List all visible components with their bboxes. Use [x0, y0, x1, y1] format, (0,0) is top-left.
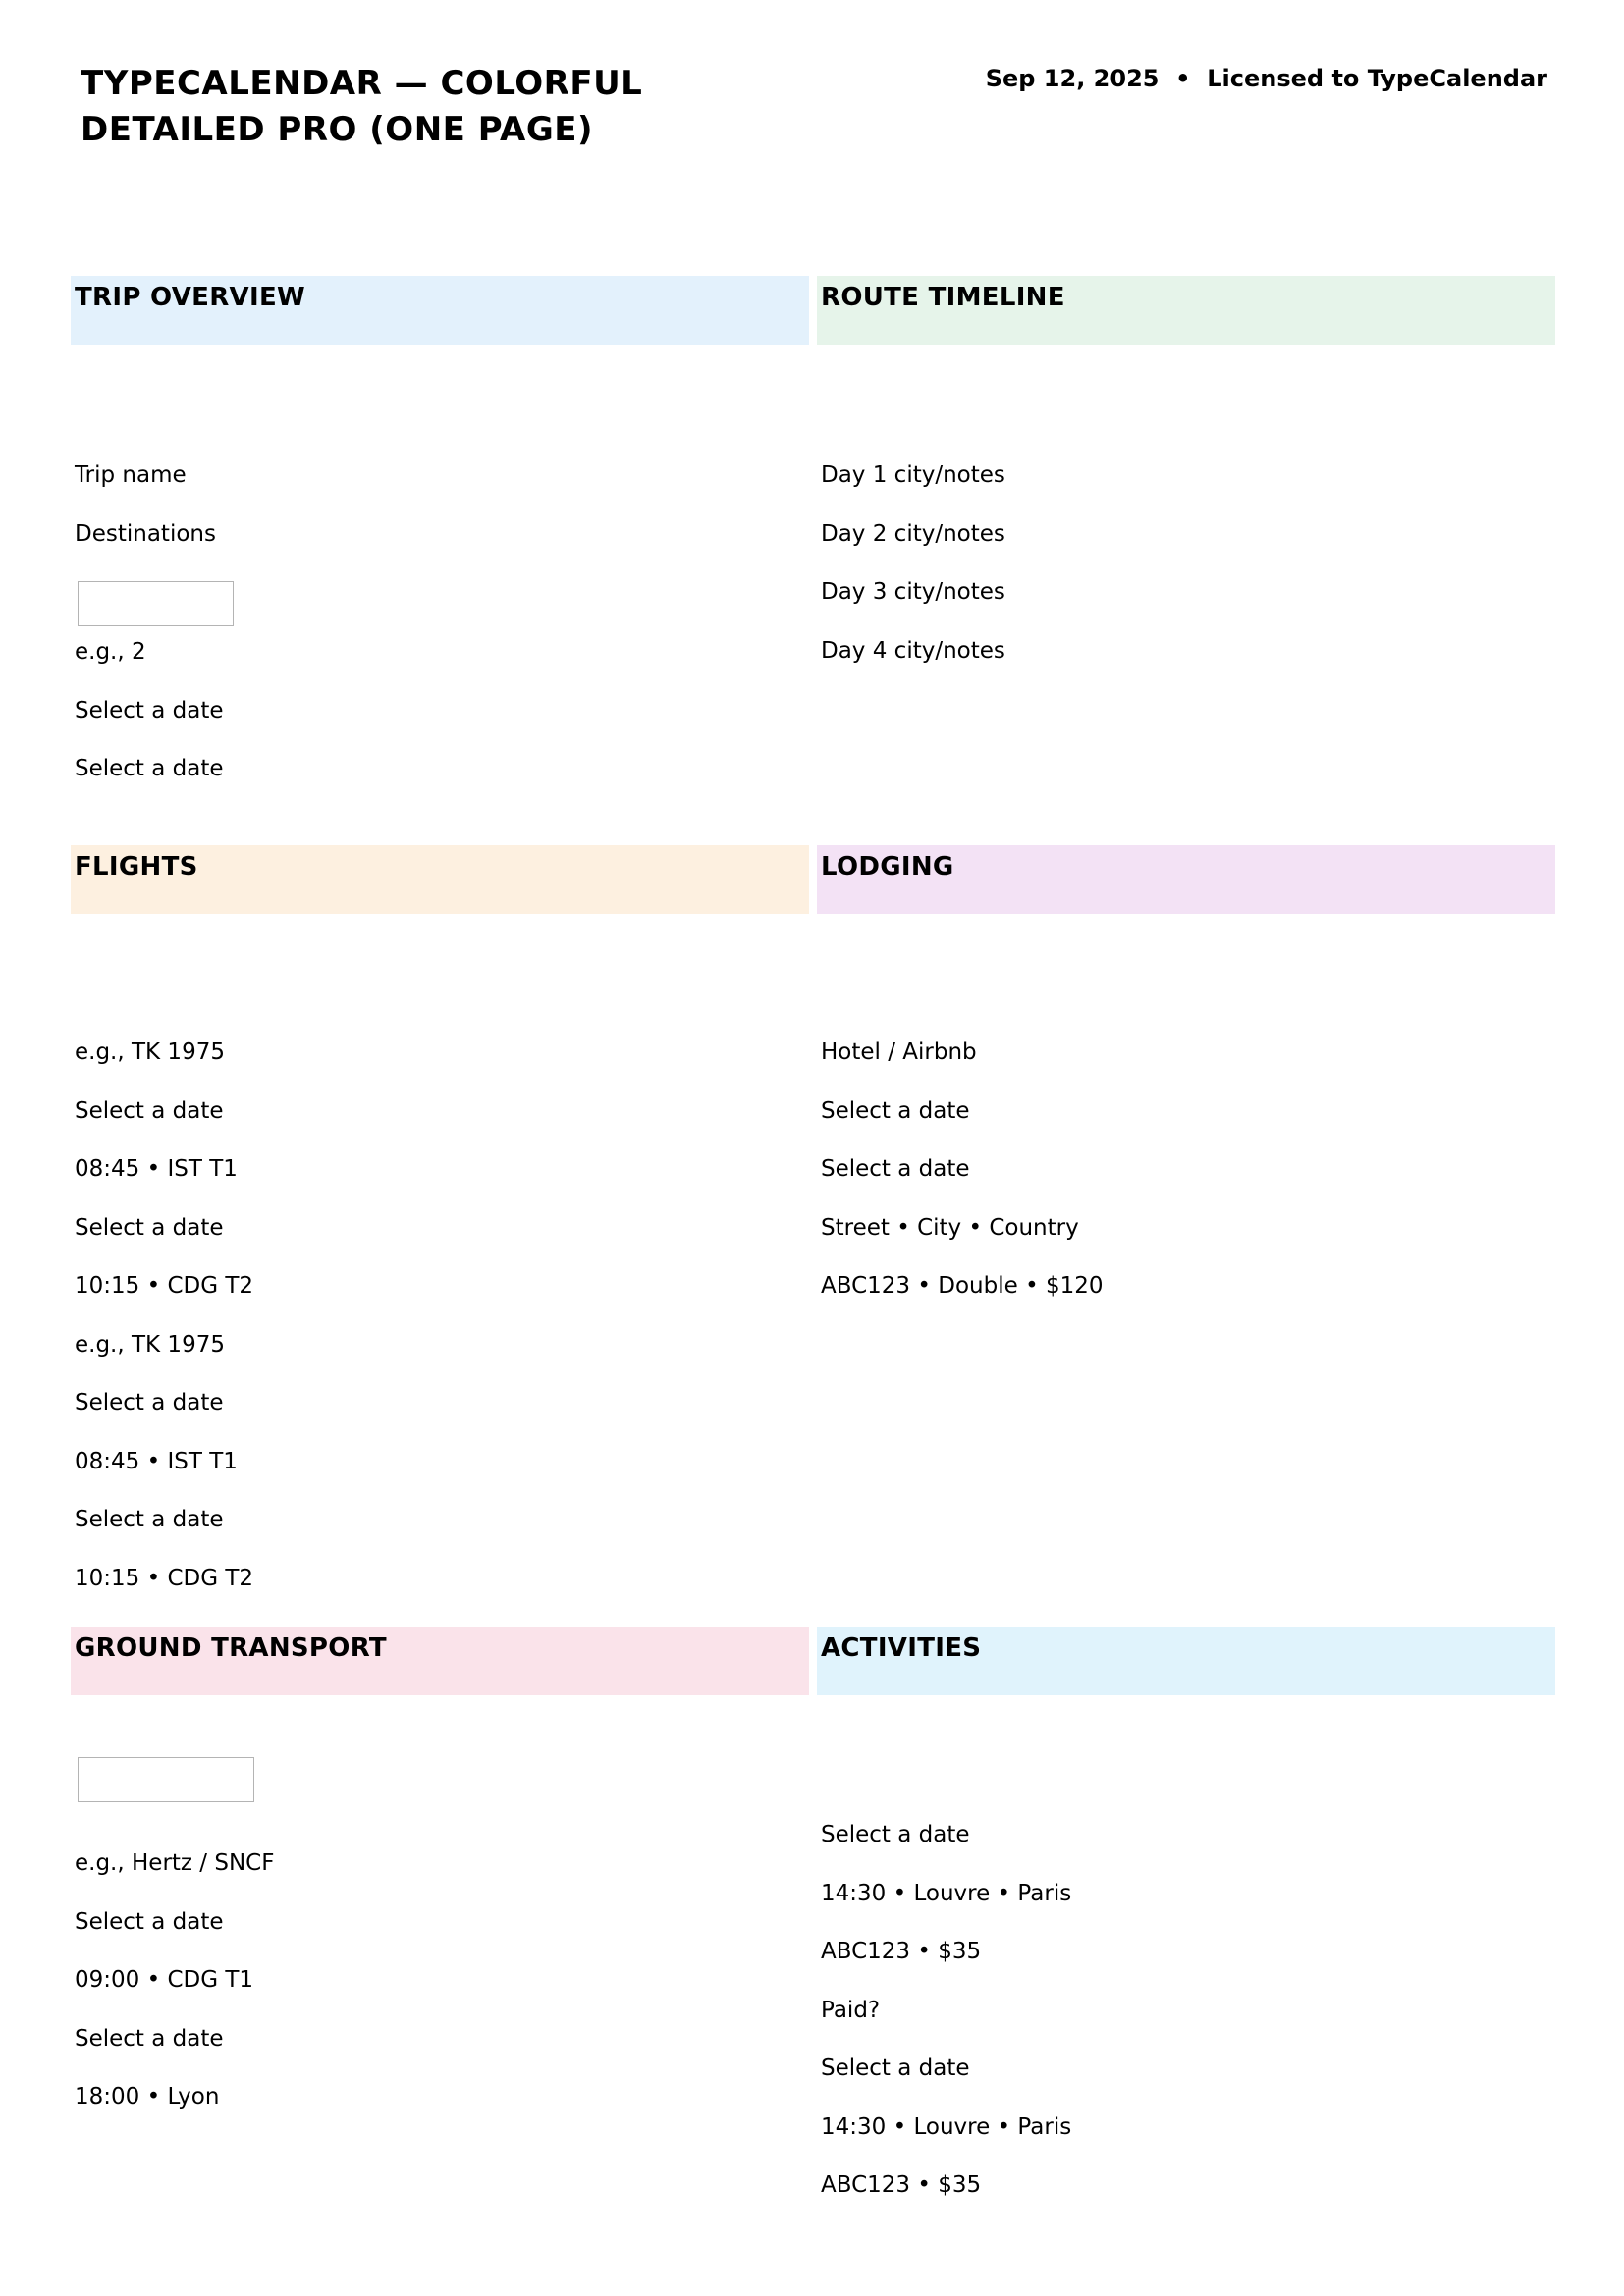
section-trip-overview — [71, 276, 809, 813]
flight-2-depart-time-field[interactable]: 08:45 • IST T1 — [75, 1448, 238, 1474]
section-header-route-timeline — [817, 276, 1555, 345]
flight-1-arrive-date-picker[interactable]: Select a date — [75, 1214, 224, 1241]
lodging-booking-field[interactable]: ABC123 • Double • $120 — [821, 1273, 1104, 1299]
activity-2-date-picker[interactable]: Select a date — [821, 2056, 970, 2081]
flight-1-arrive-time-field[interactable]: 10:15 • CDG T2 — [75, 1273, 254, 1299]
lodging-address-field[interactable]: Street • City • Country — [821, 1214, 1079, 1241]
section-header-trip-overview — [71, 276, 809, 345]
day-4-notes-field[interactable]: Day 4 city/notes — [821, 637, 1005, 664]
activity-1-details-field[interactable]: 14:30 • Louvre • Paris — [821, 1880, 1072, 1906]
dropoff-time-field[interactable]: 18:00 • Lyon — [75, 2084, 220, 2109]
travelers-count-field[interactable]: e.g., 2 — [75, 639, 146, 665]
transport-input-row — [71, 1757, 809, 1848]
end-date-picker[interactable]: Select a date — [75, 756, 224, 781]
day-2-notes-field[interactable]: Day 2 city/notes — [821, 520, 1005, 547]
flight-2-arrive-date-picker[interactable]: Select a date — [75, 1507, 224, 1532]
empty-text-input[interactable] — [78, 581, 234, 626]
title-line-1: TYPECALENDAR — COLORFUL — [81, 64, 643, 103]
flight-1-depart-time-field[interactable]: 08:45 • IST T1 — [75, 1156, 238, 1182]
day-3-notes-field[interactable]: Day 3 city/notes — [821, 579, 1005, 605]
section-title: TRIP OVERVIEW — [75, 283, 305, 312]
destinations-field[interactable]: Destinations — [75, 520, 216, 547]
title-line-2: DETAILED PRO (ONE PAGE) — [81, 110, 593, 149]
license-meta: Sep 12, 2025 • Licensed to TypeCalendar — [985, 65, 1547, 92]
empty-text-input[interactable] — [78, 1757, 254, 1802]
flight-1-depart-date-picker[interactable]: Select a date — [75, 1097, 224, 1124]
section-header-flights — [71, 845, 809, 914]
check-in-date-picker[interactable]: Select a date — [821, 1097, 970, 1124]
lodging-name-field[interactable]: Hotel / Airbnb — [821, 1040, 977, 1065]
dropoff-date-picker[interactable]: Select a date — [75, 2025, 224, 2052]
section-title: LODGING — [821, 852, 954, 881]
check-out-date-picker[interactable]: Select a date — [821, 1156, 970, 1182]
section-header-activities — [817, 1627, 1555, 1695]
flight-2-depart-date-picker[interactable]: Select a date — [75, 1390, 224, 1415]
pickup-time-field[interactable]: 09:00 • CDG T1 — [75, 1967, 254, 1993]
trip-name-field[interactable]: Trip name — [75, 462, 187, 488]
section-activities — [817, 1627, 1555, 2229]
section-title: ROUTE TIMELINE — [821, 283, 1065, 312]
section-route-timeline — [817, 276, 1555, 694]
trip-input-row — [71, 577, 809, 637]
section-title: FLIGHTS — [75, 852, 198, 881]
transport-provider-field[interactable]: e.g., Hertz / SNCF — [75, 1850, 275, 1876]
section-title: GROUND TRANSPORT — [75, 1633, 387, 1663]
activity-2-details-field[interactable]: 14:30 • Louvre • Paris — [821, 2113, 1072, 2140]
page-title — [81, 61, 768, 153]
section-header-ground-transport — [71, 1627, 809, 1695]
section-header-lodging — [817, 845, 1555, 914]
activity-1-date-picker[interactable]: Select a date — [821, 1822, 970, 1847]
section-lodging — [817, 845, 1555, 1330]
flight-1-number-field[interactable]: e.g., TK 1975 — [75, 1040, 225, 1065]
section-flights — [71, 845, 809, 1622]
activity-1-booking-field[interactable]: ABC123 • $35 — [821, 1939, 982, 1964]
day-1-notes-field[interactable]: Day 1 city/notes — [821, 462, 1005, 488]
flight-2-arrive-time-field[interactable]: 10:15 • CDG T2 — [75, 1565, 254, 1591]
start-date-picker[interactable]: Select a date — [75, 697, 224, 723]
flight-2-number-field[interactable]: e.g., TK 1975 — [75, 1331, 225, 1358]
section-title: ACTIVITIES — [821, 1633, 982, 1663]
activity-2-booking-field[interactable]: ABC123 • $35 — [821, 2172, 982, 2198]
section-ground-transport — [71, 1627, 809, 2141]
activity-1-paid-checkbox[interactable]: Paid? — [821, 1997, 881, 2023]
pickup-date-picker[interactable]: Select a date — [75, 1908, 224, 1935]
